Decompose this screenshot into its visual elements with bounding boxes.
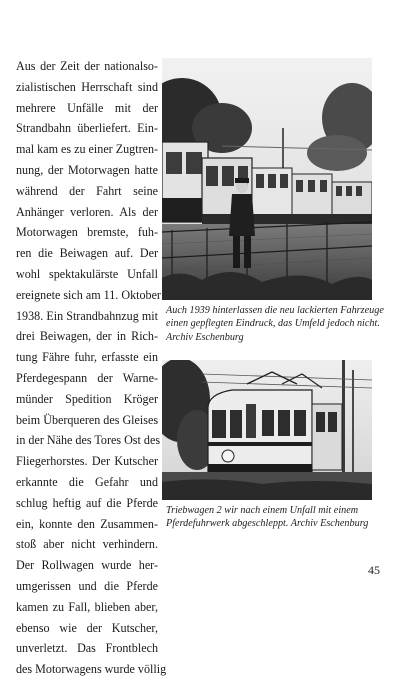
body-text-line: unverletzt. Das Frontblech [16,641,158,656]
body-text-line: beim Überqueren des Gleises [16,412,159,427]
body-text-line: des Motorwagens wurde völlig [16,662,167,677]
body-text-line: mehrere Unfälle mit der [16,100,158,115]
caption-line: einen gepflegten Eindruck, das Umfeld jedoch nicht. [166,318,380,330]
body-text-line: Anhänger verloren. Als der [16,204,158,219]
body-text-line: nung, der Motorwagen hatte [16,162,158,177]
body-text-line: Motorwagen bremste, fuh- [16,225,158,240]
caption-line: Pferdefuhrwerk abgeschleppt. Archiv Eschenburg [166,518,369,530]
body-text-line: tung Fähre fuhr, erfasste ein [16,350,158,365]
body-text-column [16,56,167,680]
photo-caption-1 [166,304,384,344]
tram-photo-1939-image [162,58,372,300]
caption-line: Archiv Eschenburg [166,331,244,343]
body-text-line: in der Nähe des Tores Ost des [16,433,161,448]
body-text-line: Fliegerhorstes. Der Kutscher [16,454,158,469]
body-text-line: umgerissen und die Pferde [16,578,158,593]
body-text-line: Strandbahn überliefert. Ein- [16,121,158,136]
body-text-line: schlug heftig auf die Pferde [16,495,158,510]
body-text-line: zialistischen Herrschaft sind [16,79,158,94]
body-text-line: ebenso wie der Kutscher, [16,620,158,635]
tram-photo-towed-image [162,360,372,500]
body-text-line: während der Fahrt seine [16,183,158,198]
caption-line: Auch 1939 hinterlassen die neu lackierten Fahrzeuge [166,305,384,316]
body-text-line: wohl spektakulärste Unfall [16,266,158,281]
body-text-line: Pferdegespann der Warne- [16,370,158,385]
tram-photo-towed [162,360,372,500]
caption-line: Triebwagen 2 wir nach einem Unfall mit einem [166,505,359,516]
body-text-line: kamen zu Fall, blieben aber, [16,599,158,614]
body-text-line: Der Rollwagen wurde her- [16,558,158,573]
tram-photo-1939 [162,58,372,300]
body-text-line: mal kam es zu einer Zugtren- [16,142,159,157]
body-text-line: ereignete sich am 11. Oktober [16,287,161,302]
body-text-line: erkannte die Gefahr und [16,474,158,489]
body-text-line: Aus der Zeit der nationalso- [16,59,158,73]
body-text-line: stoß aber nicht verhindern. [16,537,158,552]
photo-caption-2 [166,504,374,531]
body-text-line: ein, konnte den Zusammen- [16,516,158,531]
page-number: 45 [368,563,380,577]
body-text-line: ren die Beiwagen auf. Der [16,246,158,261]
body-text-line: drei Beiwagen, der in Rich- [16,329,158,344]
body-text-line: 1938. Ein Strandbahnzug mit [16,308,158,323]
body-text-line: münder Spedition Kröger [16,391,158,406]
